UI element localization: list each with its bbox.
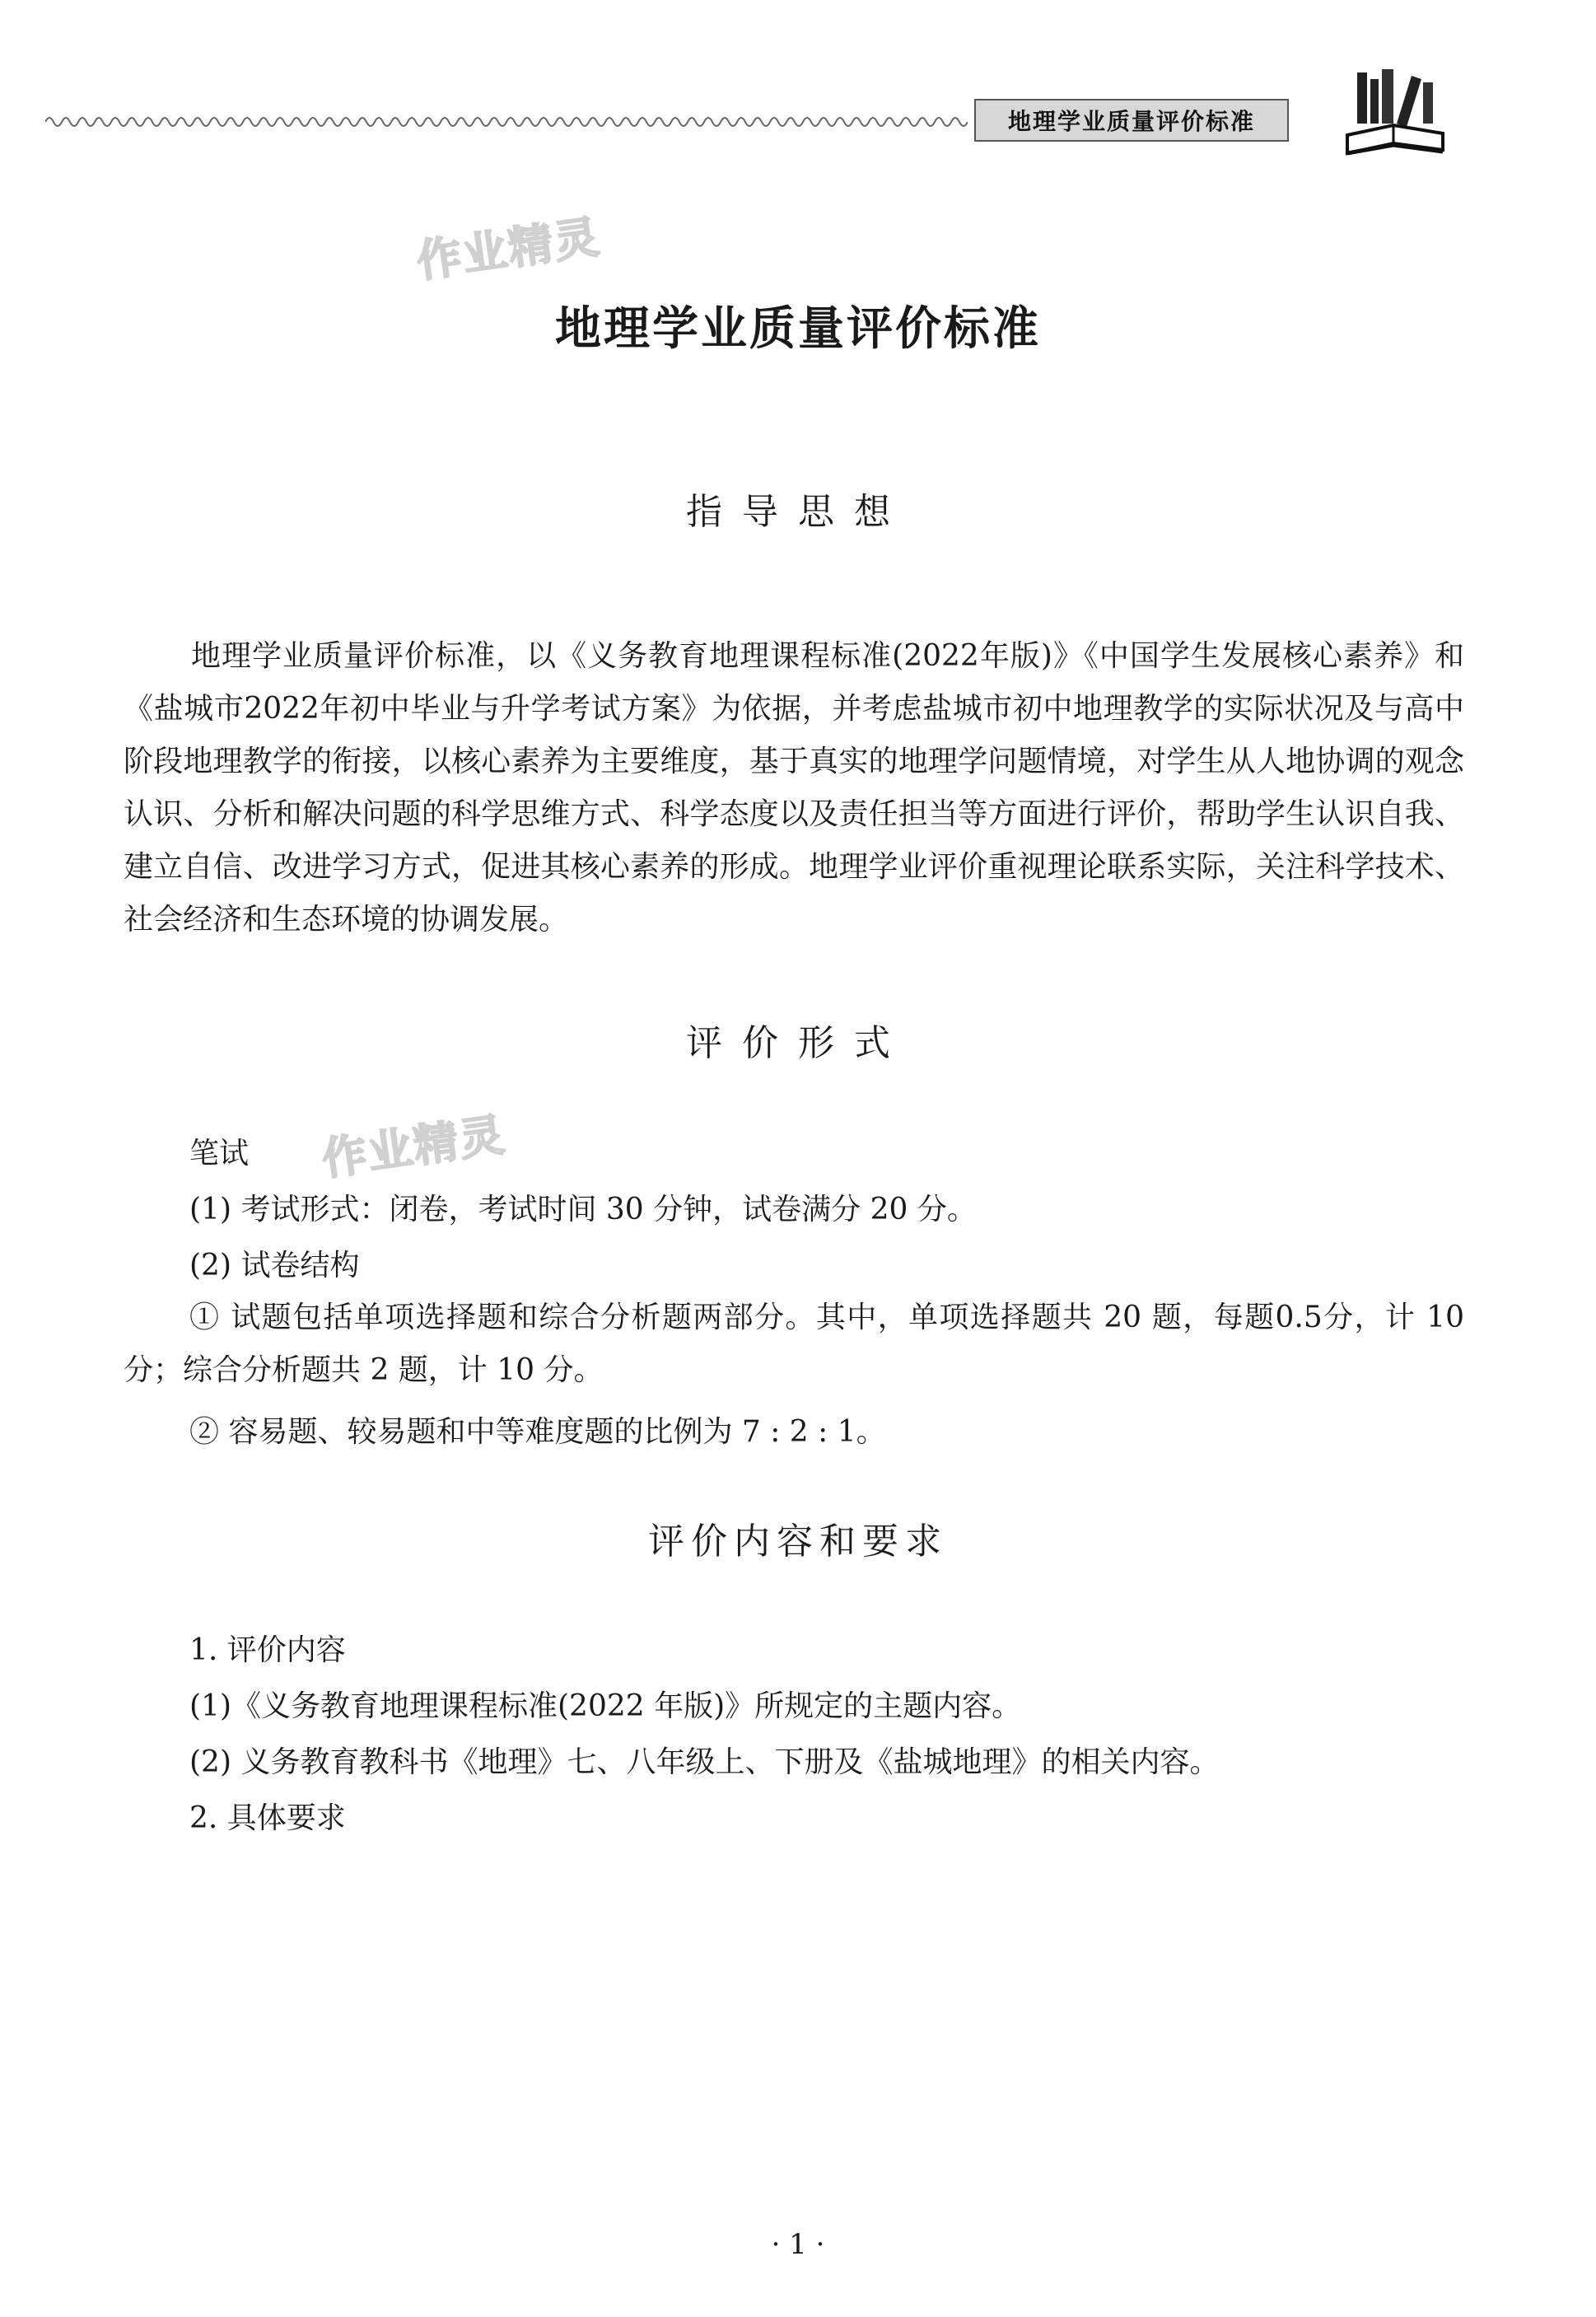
content-item-2: 2. 具体要求 [189, 1801, 346, 1835]
section-heading-form: 评价形式 [686, 1022, 910, 1064]
watermark: 作业精灵 [413, 210, 604, 288]
content-item-1: 1. 评价内容 [189, 1633, 346, 1667]
form-label: 笔试 [189, 1137, 250, 1170]
form-item-1: (1) 考试形式：闭卷，考试时间 30 分钟，试卷满分 20 分。 [189, 1193, 977, 1226]
section-heading-content: 评价内容和要求 [648, 1521, 948, 1563]
form-item-2: (2) 试卷结构 [189, 1249, 360, 1282]
books-icon [1342, 64, 1449, 163]
form-item-2-2: ② 容易题、较易题和中等难度题的比例为 7 : 2 : 1。 [189, 1415, 886, 1449]
page-title: 地理学业质量评价标准 [555, 301, 1041, 356]
content-item-1-1: (1)《义务教育地理课程标准(2022 年版)》所规定的主题内容。 [189, 1689, 1022, 1723]
form-item-2-1: ① 试题包括单项选择题和综合分析题两部分。其中，单项选择题共 20 题，每题0.5分，计 10 分；综合分析题共 2 题，计 10 分。 [124, 1301, 1464, 1387]
section-heading-guiding: 指导思想 [686, 491, 910, 533]
page-number: · 1 · [771, 2228, 825, 2261]
running-header-title: 地理学业质量评价标准 [974, 99, 1289, 142]
content-item-1-2: (2) 义务教育教科书《地理》七、八年级上、下册及《盐城地理》的相关内容。 [189, 1745, 1220, 1779]
watermark: 作业精灵 [319, 1108, 509, 1186]
guiding-paragraph: 地理学业质量评价标准，以《义务教育地理课程标准(2022年版)》《中国学生发展核心素养》和《盐城市2022年初中毕业与升学考试方案》为依据，并考虑盐城市初中地理教学的实际状况及与高中阶段地理教学的衔接，以核心素养为主要维度，基于真实的地理学问题情境，对学生从人地协调的观念认识、分析和解决问题的科学思维方式、科学态度以及责任担当等方面进行评价，帮助学生认识自我、建立自信、改进学习方式，促进其核心素养的形成。地理学业评价重视理论联系实际，关注科学技术、社会经济和生态环境的协调发展。 [124, 639, 1464, 937]
header-wavy-rule [45, 112, 968, 132]
